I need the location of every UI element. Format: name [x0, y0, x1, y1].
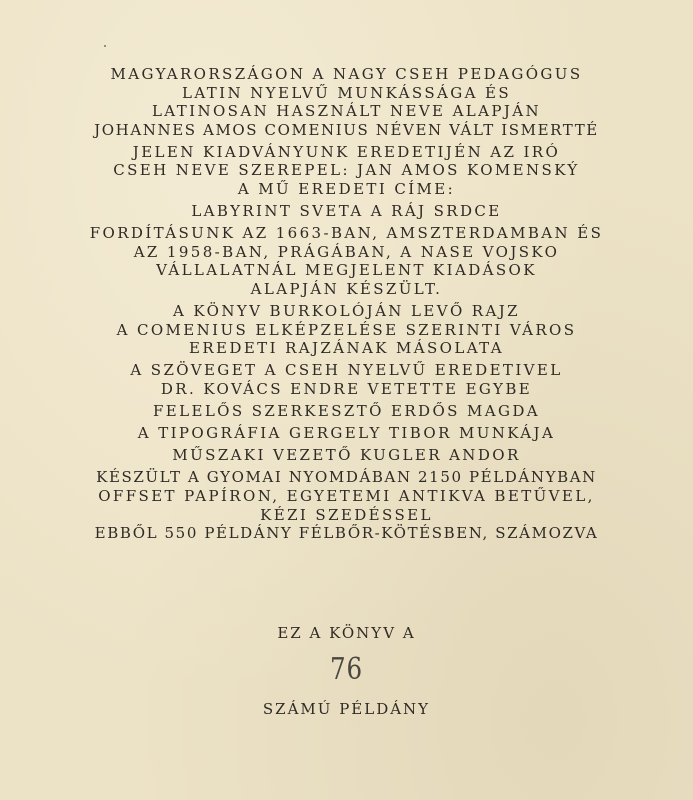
text-line: FORDÍTÁSUNK AZ 1663-BAN, AMSZTERDAMBAN ÉS: [89, 224, 604, 243]
paper-speck: [104, 45, 106, 47]
text-line: OFFSET PAPÍRON, EGYETEMI ANTIKVA BETŰVEL,: [98, 486, 595, 505]
text-line: CSEH NEVE SZEREPEL: JAN AMOS KOMENSKÝ: [113, 161, 580, 180]
text-line: EBBŐL 550 PÉLDÁNY FÉLBŐR-KÖTÉSBEN, SZÁMOZVA: [94, 524, 599, 543]
block-comenius-name: [0, 65, 693, 139]
text-line: MŰSZAKI VEZETŐ KUGLER ANDOR: [172, 446, 521, 465]
block-technical-director: [0, 446, 693, 465]
block-author-name: [0, 143, 693, 199]
text-line: A COMENIUS ELKÉPZELÉSE SZERINTI VÁROS: [116, 320, 577, 339]
block-translation-source: [0, 224, 693, 298]
text-line: JELEN KIADVÁNYUNK EREDETIJÉN AZ IRÓ: [132, 142, 561, 161]
text-line: A SZÖVEGET A CSEH NYELVŰ EREDETIVEL: [130, 361, 563, 380]
copy-suffix: SZÁMÚ PÉLDÁNY: [262, 700, 431, 718]
text-line: A MŰ EREDETI CÍME:: [237, 180, 456, 199]
text-line: LATIN NYELVŰ MUNKÁSSÁGA ÉS: [181, 83, 512, 102]
text-line: A KÖNYV BURKOLÓJÁN LEVŐ RAJZ: [173, 302, 520, 321]
text-line: LATINOSAN HASZNÁLT NEVE ALAPJÁN: [151, 102, 542, 121]
colophon-text: [0, 65, 693, 546]
text-line: VÁLLALATNÁL MEGJELENT KIADÁSOK: [156, 261, 537, 280]
copy-label: EZ A KÖNYV A: [277, 624, 416, 642]
text-line: ALAPJÁN KÉSZÜLT.: [250, 280, 443, 299]
block-original-title: [0, 202, 693, 221]
text-line: AZ 1958-BAN, PRÁGÁBAN, A NASE VOJSKO: [133, 242, 560, 261]
copy-number: 76: [330, 652, 363, 687]
text-line: DR. KOVÁCS ENDRE VETETTE EGYBE: [160, 380, 533, 398]
text-line: A TIPOGRÁFIA GERGELY TIBOR MUNKÁJA: [137, 424, 556, 443]
block-text-collation: [0, 361, 693, 398]
text-line: LABYRINT SVETA A RÁJ SRDCE: [191, 202, 502, 221]
block-typography: [0, 424, 693, 443]
text-line: JOHANNES AMOS COMENIUS NÉVEN VÁLT ISMERTTÉ: [94, 120, 599, 139]
block-printing: [0, 468, 693, 542]
text-line: KÉSZÜLT A GYOMAI NYOMDÁBAN 2150 PÉLDÁNYBAN: [96, 468, 597, 487]
text-line: KÉZI SZEDÉSSEL: [260, 505, 433, 524]
block-cover-drawing: [0, 302, 693, 358]
block-editor: [0, 402, 693, 421]
text-line: FELELŐS SZERKESZTŐ ERDŐS MAGDA: [152, 402, 541, 421]
text-line: EREDETI RAJZÁNAK MÁSOLATA: [189, 339, 504, 358]
text-line: MAGYARORSZÁGON A NAGY CSEH PEDAGÓGUS: [110, 65, 583, 83]
